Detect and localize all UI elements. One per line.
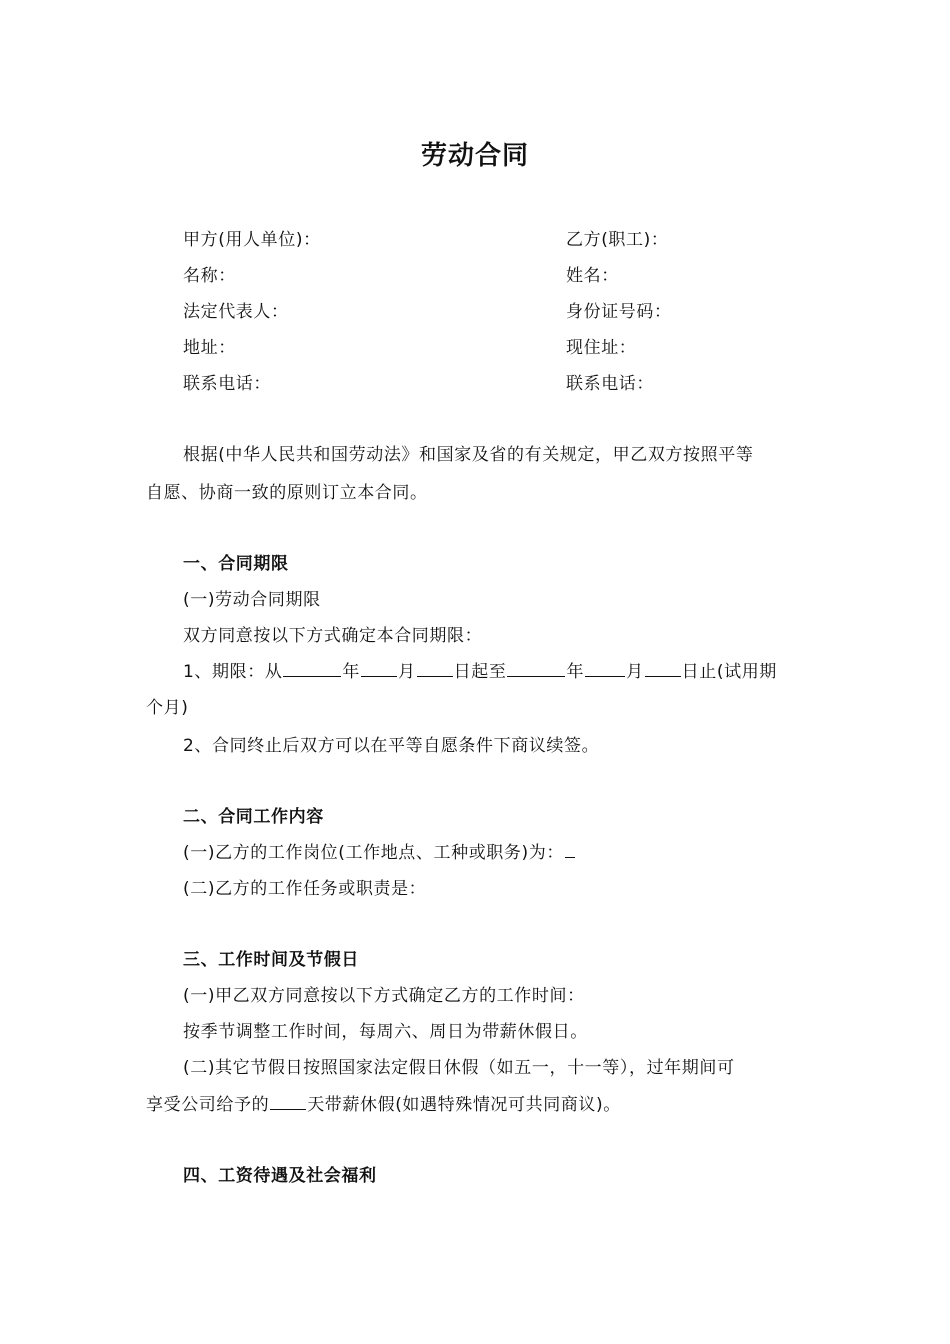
start-year-blank: [283, 660, 341, 677]
section-2-item-2: (二)乙方的工作任务或职责是：: [183, 879, 427, 899]
month-label-2: 月: [626, 662, 644, 682]
section-1-renewal: 2、合同终止后双方可以在平等自愿条件下商议续签。: [183, 736, 600, 756]
section-2-item-1: [183, 841, 576, 865]
section-1-intro: 双方同意按以下方式确定本合同期限：: [183, 626, 483, 646]
section-2-heading: 二、合同工作内容: [183, 807, 324, 827]
section-4-heading: 四、工资待遇及社会福利: [183, 1166, 377, 1186]
holiday-suffix: 天带薪休假(如遇特殊情况可共同商议)。: [307, 1095, 621, 1115]
document-title: 劳动合同: [420, 141, 529, 171]
party-b-address-label: 现住址：: [566, 338, 637, 358]
position-blank: [565, 841, 575, 858]
party-b-id-label: 身份证号码：: [566, 302, 672, 322]
month-label-1: 月: [398, 662, 416, 682]
party-a-heading: 甲方(用人单位)：: [183, 230, 321, 250]
party-a-address-label: 地址：: [183, 338, 236, 358]
year-label-1: 年: [342, 662, 361, 682]
party-b-name-label: 姓名：: [566, 266, 619, 286]
section-3-item-2-line-2: [146, 1093, 621, 1117]
section-1-heading: 一、合同期限: [183, 554, 289, 574]
start-day-blank: [417, 660, 453, 677]
party-a-name-label: 名称：: [183, 266, 236, 286]
holiday-days-blank: [270, 1093, 306, 1110]
year-label-2: 年: [566, 662, 585, 682]
section-1-term-continuation: 个月): [146, 698, 189, 718]
party-b-heading: 乙方(职工)：: [566, 230, 669, 250]
start-month-blank: [361, 660, 397, 677]
day-label-2: 日止(试用期: [681, 662, 777, 682]
section-1-term-line: [183, 660, 777, 684]
section-3-item-1-detail: 按季节调整工作时间，每周六、周日为带薪休假日。: [183, 1022, 588, 1042]
section-3-heading: 三、工作时间及节假日: [183, 950, 359, 970]
party-b-phone-label: 联系电话：: [566, 374, 654, 394]
term-prefix: 1、期限：从: [183, 662, 283, 682]
end-year-blank: [507, 660, 565, 677]
end-month-blank: [585, 660, 625, 677]
position-label: (一)乙方的工作岗位(工作地点、工种或职务)为：: [183, 843, 564, 863]
preamble-line-1: 根据(中华人民共和国劳动法》和国家及省的有关规定，甲乙双方按照平等: [183, 445, 754, 465]
day-label-1: 日起至: [453, 662, 507, 682]
section-3-item-2-line-1: (二)其它节假日按照国家法定假日休假（如五一，十一等），过年期间可: [183, 1058, 735, 1078]
section-3-item-1: (一)甲乙双方同意按以下方式确定乙方的工作时间：: [183, 986, 585, 1006]
preamble-line-2: 自愿、协商一致的原则订立本合同。: [146, 483, 428, 503]
holiday-prefix: 享受公司给予的: [146, 1095, 270, 1115]
party-a-representative-label: 法定代表人：: [183, 302, 289, 322]
party-a-phone-label: 联系电话：: [183, 374, 271, 394]
section-1-sub-1: (一)劳动合同期限: [183, 590, 321, 610]
end-day-blank: [645, 660, 681, 677]
